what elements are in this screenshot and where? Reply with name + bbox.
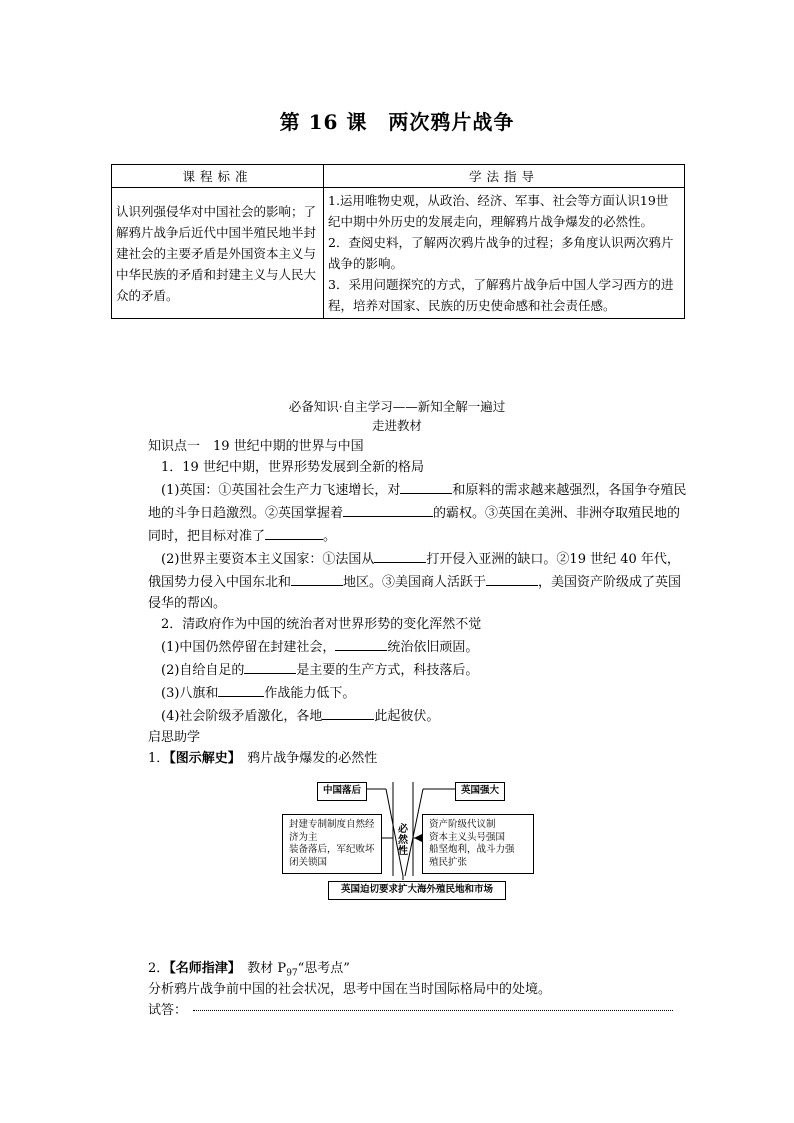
p1-item-powers: (2)世界主要资本主义国家：①法国从 打开侵入亚洲的缺口。②19 世纪 40 年代，俄国势力侵入中国东北和 地区。③美国商人活跃于 ，美国资产阶级成了英国侵华的帮凶。 — [148, 547, 688, 614]
p2-item-2: (2)自给自足的 是主要的生产方式，科技落后。 — [148, 658, 688, 681]
cause-diagram — [262, 780, 540, 904]
p1-title: 1．19 世纪中期，世界形势发展到全新的格局 — [161, 460, 424, 475]
fill-blank[interactable] — [486, 570, 538, 586]
table-header-guidance: 学法指导 — [324, 165, 685, 188]
fill-blank[interactable] — [291, 570, 343, 586]
p2-item-1: (1)中国仍然停留在封建社会， 统治依旧顽固。 — [148, 635, 688, 658]
section-subheading: 走进教材 — [371, 418, 422, 433]
answer-line[interactable] — [193, 1009, 673, 1011]
section-heading: 必备知识·自主学习——新知全解一遍过 — [288, 399, 506, 414]
inevitability-label: 必 然 性 — [398, 824, 408, 857]
britain-factors-box: 资产阶级代议制 资本主义头号强国 船坚炮利，战斗力强 殖民扩张 — [422, 814, 534, 874]
standards-cell: 认识列强侵华对中国社会的影响；了解鸦片战争后近代中国半殖民地半封建社会的主要矛盾是外国资本主义与中华民族的矛盾和封建主义与人民大众的矛盾。 — [112, 188, 324, 319]
conclusion-box: 英国迫切要求扩大海外殖民地和市场 — [328, 881, 506, 900]
page-title: 第 16 课 两次鸦片战争 — [279, 110, 515, 134]
fill-blank[interactable] — [322, 704, 374, 720]
fill-blank[interactable] — [265, 524, 323, 540]
kp1-title: 知识点一 19 世纪中期的世界与中国 — [148, 439, 364, 454]
fill-blank[interactable] — [244, 658, 296, 674]
china-behind-label: 中国落后 — [317, 782, 367, 801]
tag-teacher: 【名师指津】 — [169, 961, 235, 976]
fill-blank[interactable] — [335, 635, 387, 651]
question-2-body: 分析鸦片战争前中国的社会状况，思考中国在当时国际格局中的处境。 — [148, 982, 552, 997]
fill-blank[interactable] — [374, 547, 426, 563]
guidance-item: 1.运用唯物史观，从政治、经济、军事、社会等方面认识19世纪中期中外历史的发展走向，理解鸦片战争爆发的必然性。 — [328, 193, 669, 229]
knowledge-point-1 — [148, 436, 688, 727]
fill-blank[interactable] — [218, 681, 264, 697]
p2-title: 2．清政府作为中国的统治者对世界形势的变化浑然不觉 — [161, 617, 482, 632]
p2-item-4: (4)社会阶级矛盾激化，各地 此起彼伏。 — [148, 704, 688, 727]
guidance-item: 3．采用问题探究的方式，了解鸦片战争后中国人学习西方的进程，培养对国家、民族的历史使命感和社会责任感。 — [328, 277, 674, 313]
guidance-cell — [324, 188, 685, 319]
p1-item-england: (1)英国：①英国社会生产力飞速增长，对 和原料的需求越来越强烈，各国争夺殖民地的斗争日趋激烈。②英国掌握着 的霸权。③英国在美洲、非洲夺取殖民地的同时，把目标对准了 。 — [148, 478, 688, 547]
china-factors-box: 封建专制制度自然经 济为主 装备落后，军纪败坏 闭关锁国 — [282, 814, 382, 874]
table-header-standards: 课程标准 — [112, 165, 324, 188]
britain-strong-label: 英国强大 — [455, 782, 505, 801]
question-1: 1．【图示解史】 鸦片战争爆发的必然性 — [148, 751, 378, 766]
question-2: 2．【名师指津】 教材 $P_{97}“$思考点” — [148, 961, 350, 979]
answer-label: 试答： — [148, 1003, 188, 1018]
tag-diagram: 【图示解史】 — [169, 751, 235, 766]
fill-blank[interactable] — [343, 501, 433, 517]
qisi-heading: 启思助学 — [148, 730, 201, 745]
p2-item-3: (3)八旗和 作战能力低下。 — [148, 681, 688, 704]
fill-blank[interactable] — [400, 478, 452, 494]
curriculum-table — [111, 164, 685, 319]
guidance-item: 2．查阅史料，了解两次鸦片战争的过程；多角度认识两次鸦片战争的影响。 — [328, 235, 674, 271]
